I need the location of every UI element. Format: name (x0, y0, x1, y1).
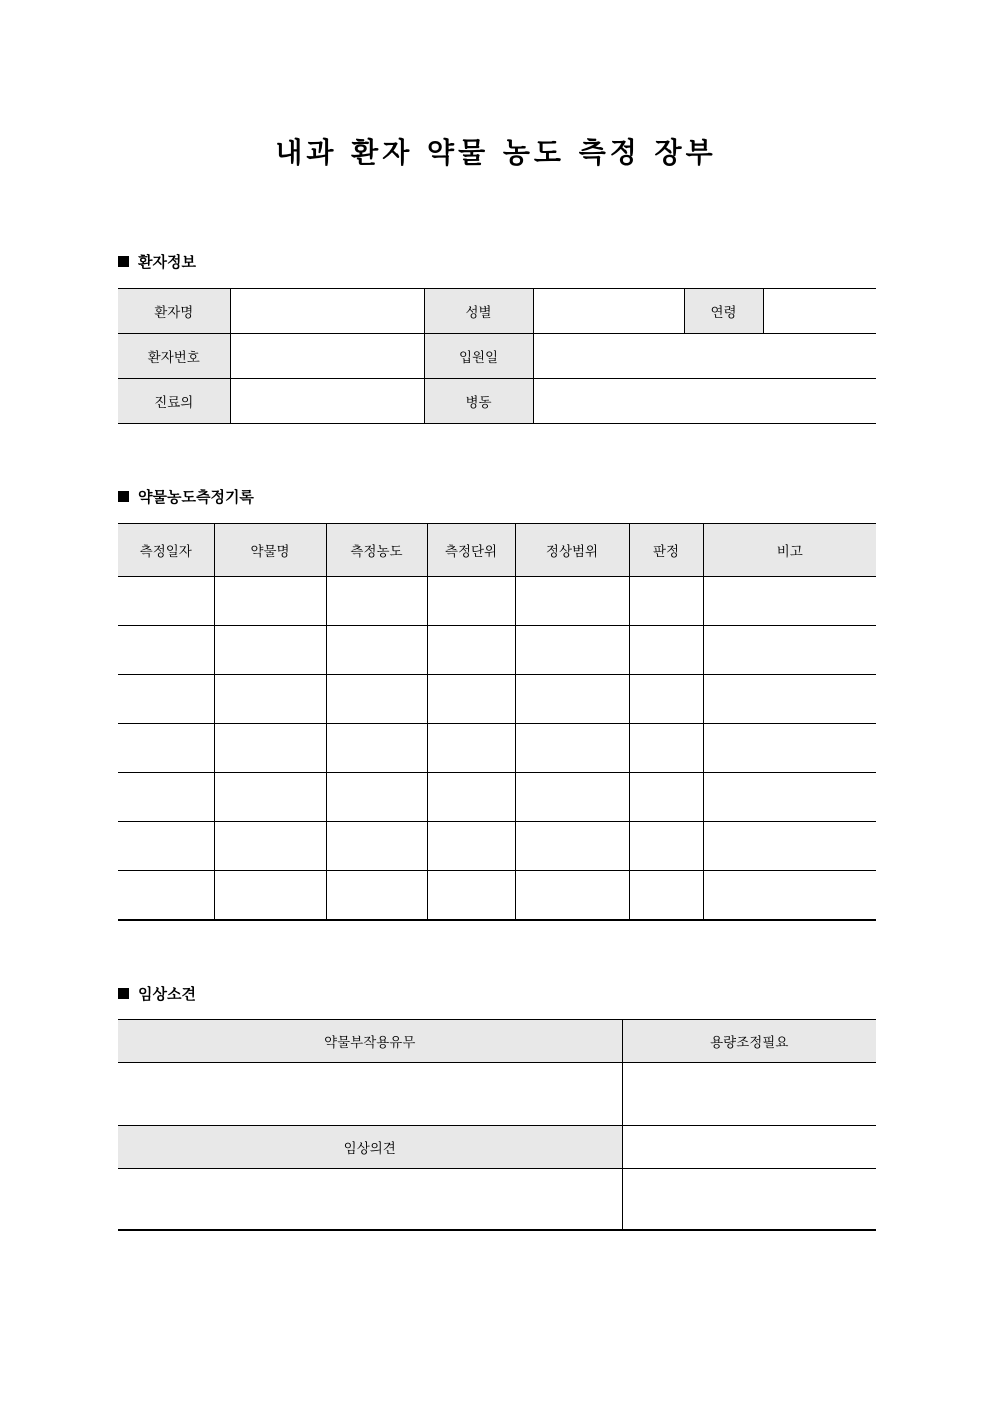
drug-concentration-table (118, 523, 876, 921)
cell-r6-c0[interactable] (118, 871, 214, 921)
page-title: 내과 환자 약물 농도 측정 장부 (275, 136, 717, 169)
label-age: 연령 (684, 289, 763, 334)
table-row (118, 577, 876, 626)
column-header-3: 측정단위 (427, 524, 515, 577)
table-row (118, 871, 876, 921)
cell-r4-c5[interactable] (629, 773, 703, 822)
column-header-5: 판정 (629, 524, 703, 577)
cell-r6-c2[interactable] (326, 871, 427, 921)
label-clinical-opinion: 임상의견 (118, 1126, 622, 1169)
table-row (118, 334, 876, 379)
cell-r5-c0[interactable] (118, 822, 214, 871)
field-admission-date[interactable] (533, 334, 876, 379)
cell-r1-c2[interactable] (326, 626, 427, 675)
cell-r4-c6[interactable] (703, 773, 876, 822)
field-age[interactable] (763, 289, 876, 334)
table-row (118, 1126, 876, 1169)
table-row (118, 379, 876, 424)
field-adverse-reaction[interactable] (118, 1063, 622, 1126)
column-header-1: 약물명 (214, 524, 326, 577)
cell-r3-c0[interactable] (118, 724, 214, 773)
field-clinical-opinion-extra[interactable] (118, 1169, 622, 1231)
cell-r1-c6[interactable] (703, 626, 876, 675)
label-patient-name: 환자명 (118, 289, 230, 334)
label-patient-number: 환자번호 (118, 334, 230, 379)
cell-r3-c3[interactable] (427, 724, 515, 773)
cell-r5-c5[interactable] (629, 822, 703, 871)
cell-r3-c5[interactable] (629, 724, 703, 773)
cell-r0-c5[interactable] (629, 577, 703, 626)
cell-r2-c6[interactable] (703, 675, 876, 724)
field-clinical-opinion[interactable] (622, 1126, 876, 1169)
cell-r1-c5[interactable] (629, 626, 703, 675)
cell-r5-c1[interactable] (214, 822, 326, 871)
field-dose-adjustment[interactable] (622, 1063, 876, 1126)
drug-table-body (118, 577, 876, 921)
patient-info-table (118, 288, 876, 424)
cell-r3-c2[interactable] (326, 724, 427, 773)
cell-r3-c6[interactable] (703, 724, 876, 773)
cell-r0-c4[interactable] (515, 577, 629, 626)
section-header-clinical-findings (118, 983, 196, 1004)
field-ward[interactable] (533, 379, 876, 424)
cell-r0-c6[interactable] (703, 577, 876, 626)
label-ward: 병동 (424, 379, 533, 424)
cell-r6-c4[interactable] (515, 871, 629, 921)
square-bullet-icon (118, 491, 129, 502)
cell-r2-c5[interactable] (629, 675, 703, 724)
cell-r5-c2[interactable] (326, 822, 427, 871)
cell-r2-c3[interactable] (427, 675, 515, 724)
table-row (118, 1020, 876, 1063)
cell-r5-c3[interactable] (427, 822, 515, 871)
cell-r6-c3[interactable] (427, 871, 515, 921)
section-title-clinical-findings: 임상소견 (138, 985, 196, 1003)
cell-r4-c3[interactable] (427, 773, 515, 822)
table-row (118, 822, 876, 871)
label-adverse-reaction: 약물부작용유무 (118, 1020, 622, 1063)
cell-r4-c2[interactable] (326, 773, 427, 822)
table-row (118, 1063, 876, 1126)
table-row (118, 724, 876, 773)
cell-r0-c0[interactable] (118, 577, 214, 626)
label-gender: 성별 (424, 289, 533, 334)
cell-r1-c3[interactable] (427, 626, 515, 675)
square-bullet-icon (118, 988, 129, 999)
cell-r2-c2[interactable] (326, 675, 427, 724)
section-header-drug-record (118, 486, 254, 507)
cell-r6-c6[interactable] (703, 871, 876, 921)
cell-r5-c4[interactable] (515, 822, 629, 871)
field-patient-number[interactable] (230, 334, 424, 379)
cell-r1-c4[interactable] (515, 626, 629, 675)
label-admission-date: 입원일 (424, 334, 533, 379)
cell-r4-c0[interactable] (118, 773, 214, 822)
section-header-patient-info (118, 251, 196, 272)
cell-r6-c5[interactable] (629, 871, 703, 921)
column-header-2: 측정농도 (326, 524, 427, 577)
table-header-row (118, 524, 876, 577)
field-doctor[interactable] (230, 379, 424, 424)
cell-r3-c1[interactable] (214, 724, 326, 773)
column-header-0: 측정일자 (118, 524, 214, 577)
field-patient-name[interactable] (230, 289, 424, 334)
cell-r2-c1[interactable] (214, 675, 326, 724)
cell-r3-c4[interactable] (515, 724, 629, 773)
cell-r6-c1[interactable] (214, 871, 326, 921)
cell-r0-c1[interactable] (214, 577, 326, 626)
drug-table-header (118, 524, 876, 577)
cell-r4-c4[interactable] (515, 773, 629, 822)
column-header-6: 비고 (703, 524, 876, 577)
label-dose-adjustment: 용량조정필요 (622, 1020, 876, 1063)
field-gender[interactable] (533, 289, 684, 334)
cell-r2-c0[interactable] (118, 675, 214, 724)
cell-r1-c0[interactable] (118, 626, 214, 675)
cell-r0-c2[interactable] (326, 577, 427, 626)
clinical-findings-table (118, 1019, 876, 1231)
table-row (118, 289, 876, 334)
column-header-4: 정상범위 (515, 524, 629, 577)
square-bullet-icon (118, 256, 129, 267)
table-row (118, 626, 876, 675)
section-title-drug-record: 약물농도측정기록 (138, 488, 254, 506)
label-doctor: 진료의 (118, 379, 230, 424)
table-row (118, 675, 876, 724)
cell-r1-c1[interactable] (214, 626, 326, 675)
section-title-patient-info: 환자정보 (138, 253, 196, 271)
table-row (118, 1169, 876, 1231)
cell-r4-c1[interactable] (214, 773, 326, 822)
table-row (118, 773, 876, 822)
field-clinical-opinion-extra-right[interactable] (622, 1169, 876, 1231)
cell-r2-c4[interactable] (515, 675, 629, 724)
cell-r0-c3[interactable] (427, 577, 515, 626)
cell-r5-c6[interactable] (703, 822, 876, 871)
